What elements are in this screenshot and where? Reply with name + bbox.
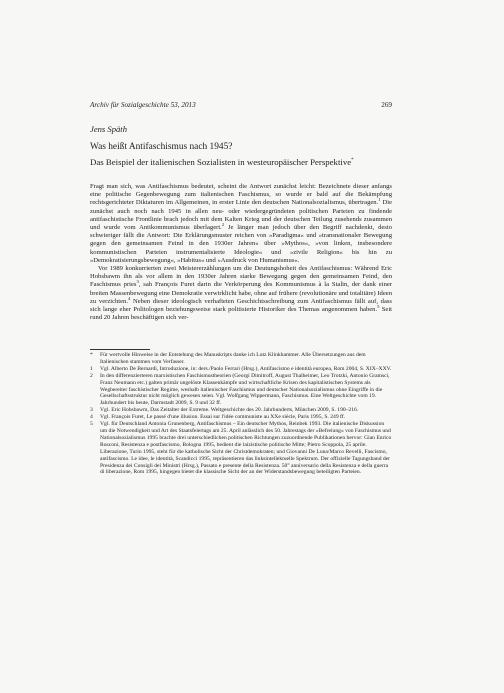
footnote-ref: 5 [377, 303, 380, 309]
page-number: 269 [381, 101, 392, 109]
footnote-ref: 3 [136, 279, 139, 285]
footnote-text: Für wertvolle Hinweise in der Entstehung des Manuskripts danke ich Lutz Klinkhammer. Alle Übersetzungen aus dem Italienischen stammen vom Verfasser. [100, 352, 366, 365]
text-run: Seit rund 20 Jahren beschäftigen sich ver- [90, 306, 393, 322]
footnote [90, 373, 392, 408]
footnote [90, 421, 392, 476]
footnote-text: Vgl. Eric Hobsbawm, Das Zeitalter der Extreme. Weltgeschichte des 20. Jahrhunderts, München 2009, S. 190–216. [100, 407, 359, 414]
footnote-text: Vgl. François Furet, Le passé d'une illusion. Essai sur l'idée communiste au XXe siècle, Paris 1995, S. 249 ff. [100, 414, 346, 421]
footnote-mark: 4 [90, 414, 93, 421]
footnote-mark: 3 [90, 407, 93, 414]
footnote-mark: 2 [90, 372, 93, 379]
text-run: , sah François Furet darin die Verkörperung des Kommunismus à la Stalin, der dank einer breiten Massenbewegung eine Demokratie verwirklicht habe, ohne auf frühere (revolutionäre und totalitäre) Ideen zu verzichten. [90, 281, 392, 305]
footnote [90, 366, 392, 373]
footnotes [90, 352, 392, 476]
footnote-ref: 1 [378, 197, 381, 203]
footnote-mark: * [90, 352, 93, 358]
article-subtitle [90, 157, 400, 167]
paragraph [90, 265, 392, 322]
footnote-ref: 2 [221, 221, 225, 227]
footnote-ref: 4 [128, 295, 131, 301]
paragraph [90, 183, 392, 265]
article-title: Was heißt Antifaschismus nach 1945? [90, 142, 233, 152]
text-run: Je länger man jedoch über den Begriff nachdenkt, desto schwieriger fällt die Antwort: Die Erklärungsmuster reichen von »Paradigma« und »transnationaler Bewegung gegen den gemeinsamen Feind in den 1930er Jahren« über »Mythos«, »von linken, insbesondere kommunistischen Parteien instrumentalisierte Ideologie« und »zivile Religion« bis hin zu »Demokratisierungsbewegung«, »Habitus« und »Ausdruck von Humanismus«. [90, 224, 392, 264]
footnote [90, 352, 392, 366]
footnote-text: Vgl. Alberto De Bernardi, Introduzione, in: ders./Paolo Ferrari (Hrsg.), Antifascismo e identità europea, Rom 2004, S. XIX–XXV. [100, 365, 392, 372]
author-name: Jens Späth [90, 124, 127, 134]
running-header: Archiv für Sozialgeschichte 53, 2013 [90, 101, 196, 109]
footnote-text: In den differenzierteren marxistischen Faschismustheorien (Georgi Dimitroff, August Thalheimer, Leo Trotzki, Antonio Gramsci, Franz Neumann etc.) galten primär ungelöste Klassenkämpfe und wirtschaftliche Krisen des kapitalistischen Systems als Wegbereiter faschistischer Regime, weshalb italienischer Faschismus und deutscher Nationalsozialismus ohne Eingriffe in die Gesellschaftsstruktur nicht möglich gewesen seien. Vgl. Wolfgang Wippermann, Faschismus. Eine Weltgeschichte vom 19. Jahrhundert bis heute, Darmstadt 2009, S. 9 und 32 ff. [100, 372, 390, 407]
subtitle-footnote-mark: * [351, 158, 354, 164]
text-run: Die zunächst auch noch nach 1945 in allen neu- oder wiedergegründeten politischen Parteien zu findende antifaschistische Frontlinie brach jedoch mit dem Kalten Krieg und der deutschen Teilung zusehends zusammen und wurde vom Antikommunismus überlagert. [90, 199, 392, 232]
subtitle-text: Das Beispiel der italienischen Sozialisten in westeuropäischer Perspektive [90, 157, 352, 167]
text-run: Neben dieser ideologisch verhafteten Geschichtsschreibung zum Antifaschismus fällt auf, dass sich lange eher Politologen beziehungsweise stark politisierte Historiker des Themas angenommen haben. [90, 297, 393, 314]
text-run: Vor 1989 konkurrierten zwei Meistererzählungen um die Deutungshoheit des Antifaschismus: Während Eric Hobsbawm ihn als vor allem in den 1930er Jahren starke Bewegung gegen den gemeinsamen Feind, den Faschismus pries [90, 265, 392, 289]
footnote-mark: 5 [90, 421, 93, 428]
footnote-mark: 1 [90, 365, 93, 372]
footnote-text: Vgl. für Deutschland Antonia Grunenberg, Antifaschismus – Ein deutscher Mythos, Reinbek 1993. Die italienische Diskussion um die Notwendigkeit und Art des Staatsfeiertags am 25. April anlässlich des 50. Jahrestags der »Befreiung« von Faschismus und Nationalsozialismus 1995 brachte drei unterschiedlichen politischen Richtungen zuzuordnende Publikationen hervor: Gian Enrico Rusconi, Resistenza e postfascismo, Bologna 1995, bedient die laizistische politische Mitte; Pietro Scoppola, 25 aprile. Liberazione, Turin 1995, steht für die katholische Sicht der Christdemokraten; und Giovanni De Luna/Marco Revelli, Fascismo, antifascismo. Le idee, le identità, Scandicci 1995, repräsentieren das linksintellektuelle Spektrum. Der offizielle Tagungsband der Presidenza dei Consigli dei Ministri (Hrsg.), Passato e presente della Resistenza. 50° anniversario della Resistenza e della guerra di liberazione, Rom 1995, hingegen bietet die klassische Sicht der an der Widerstandsbewegung beteiligten Parteien. [100, 421, 392, 476]
body-text [90, 183, 392, 322]
text-run: Fragt man sich, was Antifaschismus bedeutet, scheint die Antwort zunächst leicht: Bezeichnete dieser anfangs eine politische Gegenbewegung zum italienischen Faschismus, so wurde er bald auf die Bekämpfung rechtsgerichteter Diktaturen im Allgemeinen, in erster Linie den deutschen Nationalsozialismus, übertragen. [90, 183, 392, 207]
footnote-divider [90, 349, 150, 350]
